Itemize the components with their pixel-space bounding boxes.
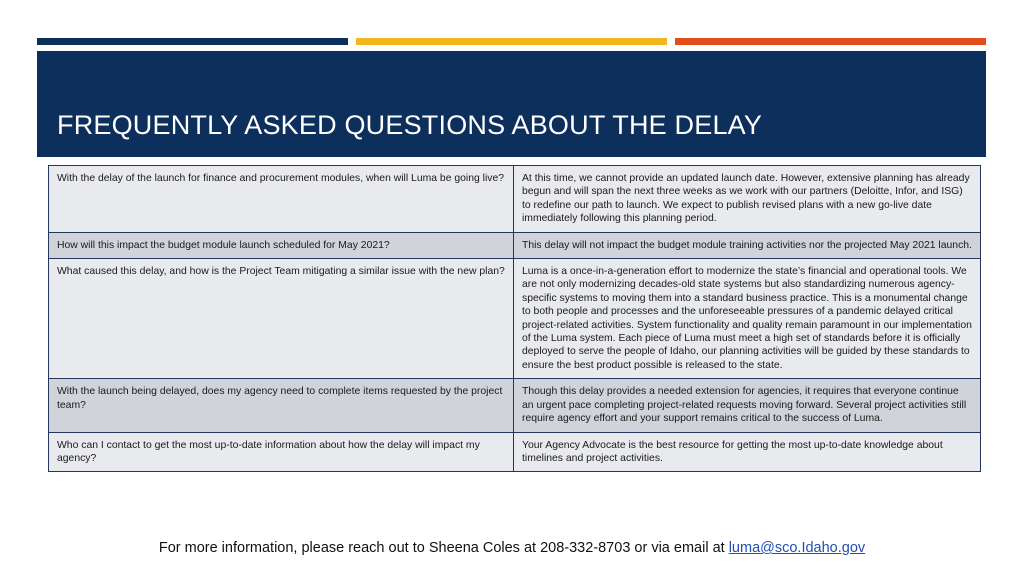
faq-question: With the delay of the launch for finance and procurement modules, when will Luma be going live? <box>49 166 514 233</box>
contact-footer <box>0 540 1024 556</box>
faq-question: With the launch being delayed, does my agency need to complete items requested by the project team? <box>49 379 514 432</box>
faq-answer: This delay will not impact the budget module training activities nor the projected May 2021 launch. <box>514 232 981 258</box>
faq-question: How will this impact the budget module launch scheduled for May 2021? <box>49 232 514 258</box>
faq-answer: Luma is a once-in-a-generation effort to modernize the state’s financial and operational tools. We are not only modernizing decades-old state systems but also standardizing numerous agency-specific systems to moving them into a standard business practice. This is a monumental change to both people and processes and the unforeseeable pressures of a pandemic delayed critical project-related activities. System functionality and quality remain paramount in our implementation of the Luma system. Each piece of Luma must meet a high set of standards before it is officially deployed to serve the people of Idaho, our planning activities will be guided by these standards to ensure the best product possible is released to the state. <box>514 259 981 379</box>
faq-question: What caused this delay, and how is the Project Team mitigating a similar issue with the new plan? <box>49 259 514 379</box>
faq-answer: Your Agency Advocate is the best resource for getting the most up-to-date knowledge about timelines and project activities. <box>514 432 981 472</box>
accent-bar-navy <box>37 38 348 45</box>
accent-bar-orange <box>675 38 986 45</box>
title-banner <box>37 51 986 157</box>
table-row <box>49 379 981 432</box>
email-link[interactable]: luma@sco.Idaho.gov <box>728 540 866 556</box>
faq-question: Who can I contact to get the most up-to-date information about how the delay will impact my agency? <box>49 432 514 472</box>
faq-table <box>48 165 981 472</box>
faq-answer: At this time, we cannot provide an updated launch date. However, extensive planning has already begun and will span the next three weeks as we work with our partners (Deloitte, Infor, and ISG) to redefine our path to launch. We expect to publish revised plans with a new go-live date immediately following this planning period. <box>514 166 981 233</box>
footer-text: For more information, please reach out to Sheena Coles at 208-332-8703 or via email at <box>158 540 729 556</box>
page-title: FREQUENTLY ASKED QUESTIONS ABOUT THE DELAY <box>57 110 763 140</box>
faq-answer: Though this delay provides a needed extension for agencies, it requires that everyone continue an urgent pace completing project-related requests moving forward. Several project activities still require agency effort and your support remains critical to the success of Luma. <box>514 379 981 432</box>
table-row <box>49 259 981 379</box>
table-row <box>49 232 981 258</box>
table-row <box>49 432 981 472</box>
table-row <box>49 166 981 233</box>
accent-bar-gold <box>356 38 667 45</box>
